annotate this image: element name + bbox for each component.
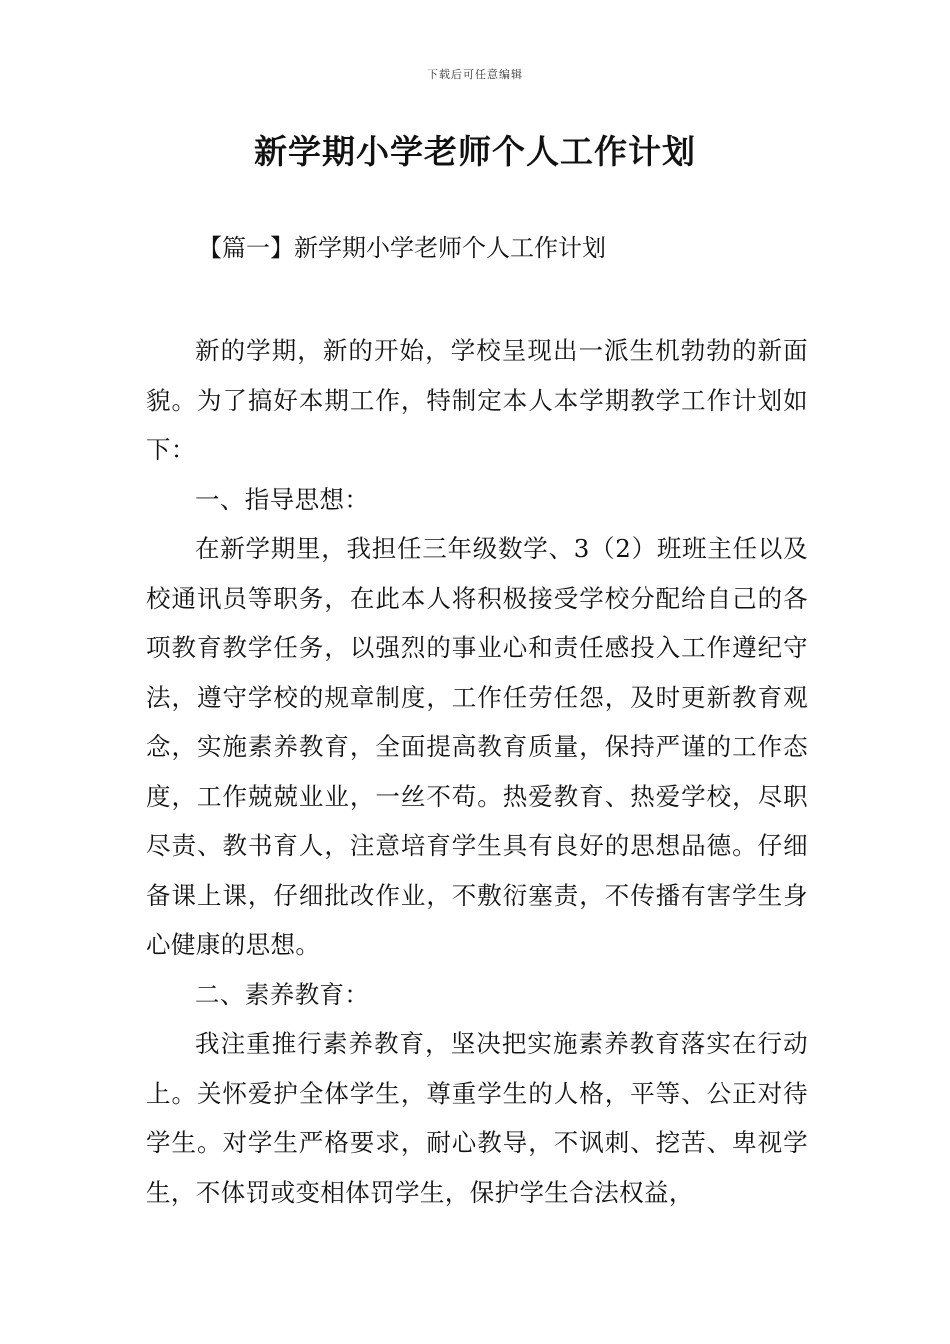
heading-guiding-ideology: 一、指导思想： [195, 484, 370, 514]
section-heading: 【篇一】新学期小学老师个人工作计划 [198, 234, 606, 262]
document-body [146, 326, 808, 1217]
guiding-ideology-paragraph: 在新学期里，我担任三年级数学、3（2）班班主任以及校通讯员等职务，在此本人将积极接受学校分配给自己的各项教育教学任务，以强烈的事业心和责任感投入工作遵纪守法，遵守学校的规章制度，工作任劳任怨，及时更新教育观念，实施素养教育，全面提高教育质量，保持严谨的工作态度，工作兢兢业业，一丝不苟。热爱教育、热爱学校，尽职尽责、教书育人，注意培育学生具有良好的思想品德。仔细备课上课，仔细批改作业，不敷衍塞责，不传播有害学生身心健康的思想。 [146, 534, 808, 959]
heading-quality-education: 二、素养教育： [195, 979, 370, 1009]
intro-paragraph: 新的学期，新的开始，学校呈现出一派生机勃勃的新面貌。为了搞好本期工作，特制定本人本学期教学工作计划如下： [146, 336, 808, 464]
quality-education-paragraph: 我注重推行素养教育，坚决把实施素养教育落实在行动上。关怀爱护全体学生，尊重学生的人格，平等、公正对待学生。对学生严格要求，耐心教导，不讽刺、挖苦、卑视学生，不体罚或变相体罚学生，保护学生合法权益， [146, 1029, 808, 1207]
document-title: 新学期小学老师个人工作计划 [254, 132, 696, 171]
header-note: 下载后可任意编辑 [427, 68, 523, 81]
